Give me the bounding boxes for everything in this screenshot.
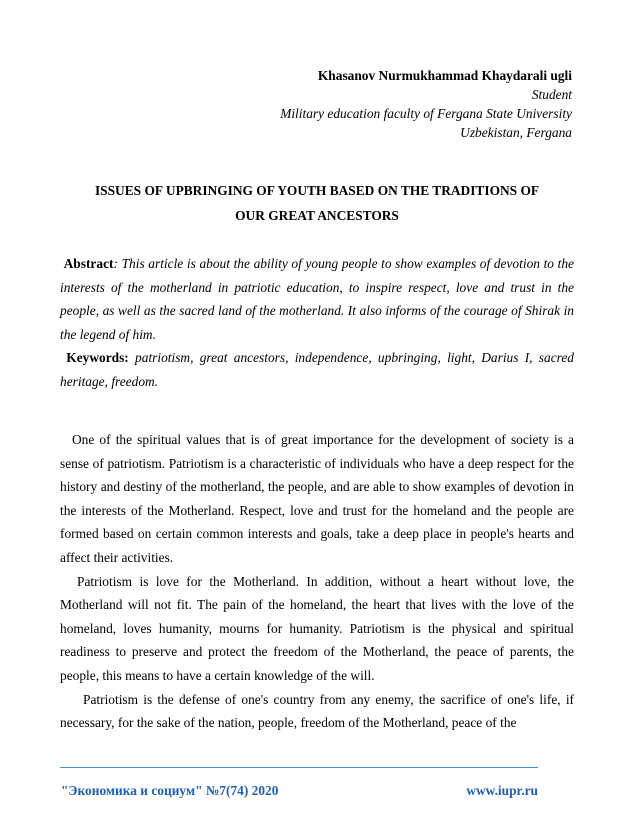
article-title	[60, 178, 574, 228]
abstract-paragraph	[60, 252, 574, 346]
abstract-section	[60, 252, 574, 394]
keywords-text: patriotism, great ancestors, independence, upbringing, light, Darius I, sacred heritage, freedom.	[60, 350, 574, 389]
footer-website: www.iupr.ru	[466, 783, 538, 798]
footer-journal: "Экономика и социум" №7(74) 2020	[61, 783, 279, 798]
title-line-1: ISSUES OF UPBRINGING OF YOUTH BASED ON THE TRADITIONS OF	[94, 183, 540, 198]
footer-divider	[60, 767, 538, 768]
abstract-separator: :	[113, 256, 118, 271]
body-text	[60, 428, 574, 735]
author-role: Student	[531, 87, 572, 102]
body-paragraph-2: Patriotism is love for the Motherland. In addition, without a heart without love, the Motherland will not fit. The pain of the homeland, the heart that lives with the love of the homeland, loves humanity, mourns for humanity. Patriotism is the physical and spiritual readiness to preserve and protect the freedom of the Motherland, the peace of parents, the people, this means to have a certain knowledge of the will.	[60, 573, 574, 683]
author-block	[280, 66, 572, 142]
body-paragraph-1: One of the spiritual values that is of great importance for the development of society is a sense of patriotism. Patriotism is a characteristic of individuals who have a deep respect for the history and destiny of the motherland, the people, and are able to show examples of devotion in the interests of the Motherland. Respect, love and trust for the homeland and the people are formed based on certain common interests and goals, take a deep place in people's hearts and affect their activities.	[60, 432, 574, 565]
abstract-label: Abstract	[63, 256, 114, 271]
title-line-2: OUR GREAT ANCESTORS	[235, 208, 399, 223]
body-paragraph-3: Patriotism is the defense of one's country from any enemy, the sacrifice of one's life, if necessary, for the sake of the nation, people, freedom of the Motherland, peace of the	[60, 691, 574, 731]
author-name: Khasanov Nurmukhammad Khaydarali ugli	[317, 68, 572, 83]
author-location: Uzbekistan, Fergana	[460, 125, 572, 140]
keywords-paragraph	[60, 346, 574, 393]
author-affiliation: Military education faculty of Fergana State University	[280, 106, 572, 121]
abstract-text: This article is about the ability of young people to show examples of devotion to the interests of the motherland in patriotic education, to inspire respect, love and trust in the people, as well as the sacred land of the motherland. It also informs of the courage of Shirak in the legend of him.	[60, 256, 574, 342]
keywords-label: Keywords:	[66, 350, 129, 366]
